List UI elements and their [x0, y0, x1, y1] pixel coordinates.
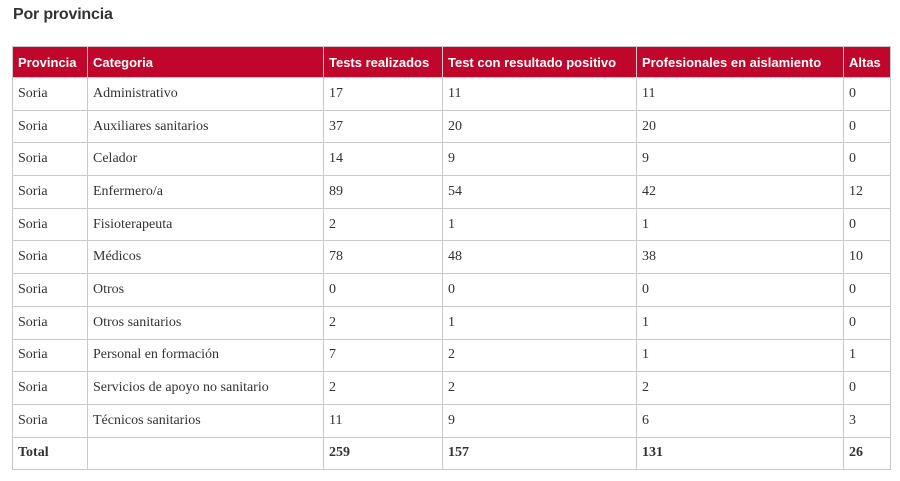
cell-test-positivo: 1 [443, 306, 637, 339]
cell-test-positivo: 54 [443, 176, 637, 209]
cell-altas: 1 [844, 339, 891, 372]
column-header-altas: Altas [844, 47, 891, 78]
column-header-categoria: Categoria [88, 47, 324, 78]
total-tests-realizados: 259 [324, 437, 443, 470]
cell-categoria: Otros [88, 274, 324, 307]
cell-tests-realizados: 14 [324, 143, 443, 176]
total-profesionales-aislamiento: 131 [637, 437, 844, 470]
cell-provincia: Soria [13, 110, 88, 143]
cell-altas: 10 [844, 241, 891, 274]
table-header [13, 47, 891, 78]
cell-altas: 0 [844, 208, 891, 241]
cell-profesionales-aislamiento: 1 [637, 339, 844, 372]
cell-profesionales-aislamiento: 11 [637, 78, 844, 111]
cell-tests-realizados: 0 [324, 274, 443, 307]
table-row [13, 372, 891, 405]
column-header-test-positivo: Test con resultado positivo [443, 47, 637, 78]
cell-test-positivo: 11 [443, 78, 637, 111]
cell-profesionales-aislamiento: 1 [637, 208, 844, 241]
cell-categoria: Enfermero/a [88, 176, 324, 209]
cell-tests-realizados: 37 [324, 110, 443, 143]
cell-categoria: Auxiliares sanitarios [88, 110, 324, 143]
cell-altas: 0 [844, 306, 891, 339]
cell-altas: 3 [844, 404, 891, 437]
cell-test-positivo: 2 [443, 339, 637, 372]
cell-profesionales-aislamiento: 2 [637, 372, 844, 405]
cell-test-positivo: 9 [443, 143, 637, 176]
cell-altas: 0 [844, 274, 891, 307]
cell-categoria: Técnicos sanitarios [88, 404, 324, 437]
cell-provincia: Soria [13, 241, 88, 274]
cell-categoria: Médicos [88, 241, 324, 274]
cell-categoria: Administrativo [88, 78, 324, 111]
cell-test-positivo: 2 [443, 372, 637, 405]
total-categoria-empty [88, 437, 324, 470]
column-header-provincia: Provincia [13, 47, 88, 78]
total-label: Total [13, 437, 88, 470]
cell-altas: 12 [844, 176, 891, 209]
cell-altas: 0 [844, 110, 891, 143]
cell-profesionales-aislamiento: 38 [637, 241, 844, 274]
total-row [13, 437, 891, 470]
cell-tests-realizados: 17 [324, 78, 443, 111]
cell-altas: 0 [844, 78, 891, 111]
cell-categoria: Fisioterapeuta [88, 208, 324, 241]
cell-altas: 0 [844, 372, 891, 405]
cell-categoria: Celador [88, 143, 324, 176]
cell-profesionales-aislamiento: 9 [637, 143, 844, 176]
cell-tests-realizados: 89 [324, 176, 443, 209]
cell-tests-realizados: 2 [324, 208, 443, 241]
page-title: Por provincia [13, 6, 113, 23]
cell-profesionales-aislamiento: 1 [637, 306, 844, 339]
cell-profesionales-aislamiento: 42 [637, 176, 844, 209]
cell-altas: 0 [844, 143, 891, 176]
table-row [13, 110, 891, 143]
column-header-tests-realizados: Tests realizados [324, 47, 443, 78]
cell-profesionales-aislamiento: 0 [637, 274, 844, 307]
cell-categoria: Servicios de apoyo no sanitario [88, 372, 324, 405]
cell-tests-realizados: 2 [324, 372, 443, 405]
total-altas: 26 [844, 437, 891, 470]
cell-provincia: Soria [13, 339, 88, 372]
table-row [13, 143, 891, 176]
total-test-positivo: 157 [443, 437, 637, 470]
cell-categoria: Personal en formación [88, 339, 324, 372]
table-row [13, 404, 891, 437]
cell-tests-realizados: 2 [324, 306, 443, 339]
table-row [13, 78, 891, 111]
cell-profesionales-aislamiento: 20 [637, 110, 844, 143]
cell-profesionales-aislamiento: 6 [637, 404, 844, 437]
cell-tests-realizados: 78 [324, 241, 443, 274]
column-header-profesionales-aislamiento: Profesionales en aislamiento [637, 47, 844, 78]
cell-test-positivo: 48 [443, 241, 637, 274]
cell-provincia: Soria [13, 176, 88, 209]
table-row [13, 306, 891, 339]
cell-provincia: Soria [13, 143, 88, 176]
cell-tests-realizados: 11 [324, 404, 443, 437]
cell-test-positivo: 0 [443, 274, 637, 307]
table-row [13, 339, 891, 372]
cell-provincia: Soria [13, 274, 88, 307]
table-row [13, 208, 891, 241]
cell-test-positivo: 9 [443, 404, 637, 437]
cell-provincia: Soria [13, 306, 88, 339]
cell-test-positivo: 1 [443, 208, 637, 241]
cell-categoria: Otros sanitarios [88, 306, 324, 339]
table-body [13, 78, 891, 470]
cell-provincia: Soria [13, 404, 88, 437]
cell-test-positivo: 20 [443, 110, 637, 143]
cell-provincia: Soria [13, 208, 88, 241]
data-table [12, 46, 891, 470]
cell-provincia: Soria [13, 372, 88, 405]
header-row [13, 47, 891, 78]
table-row [13, 274, 891, 307]
table-row [13, 241, 891, 274]
table-row [13, 176, 891, 209]
cell-tests-realizados: 7 [324, 339, 443, 372]
cell-provincia: Soria [13, 78, 88, 111]
